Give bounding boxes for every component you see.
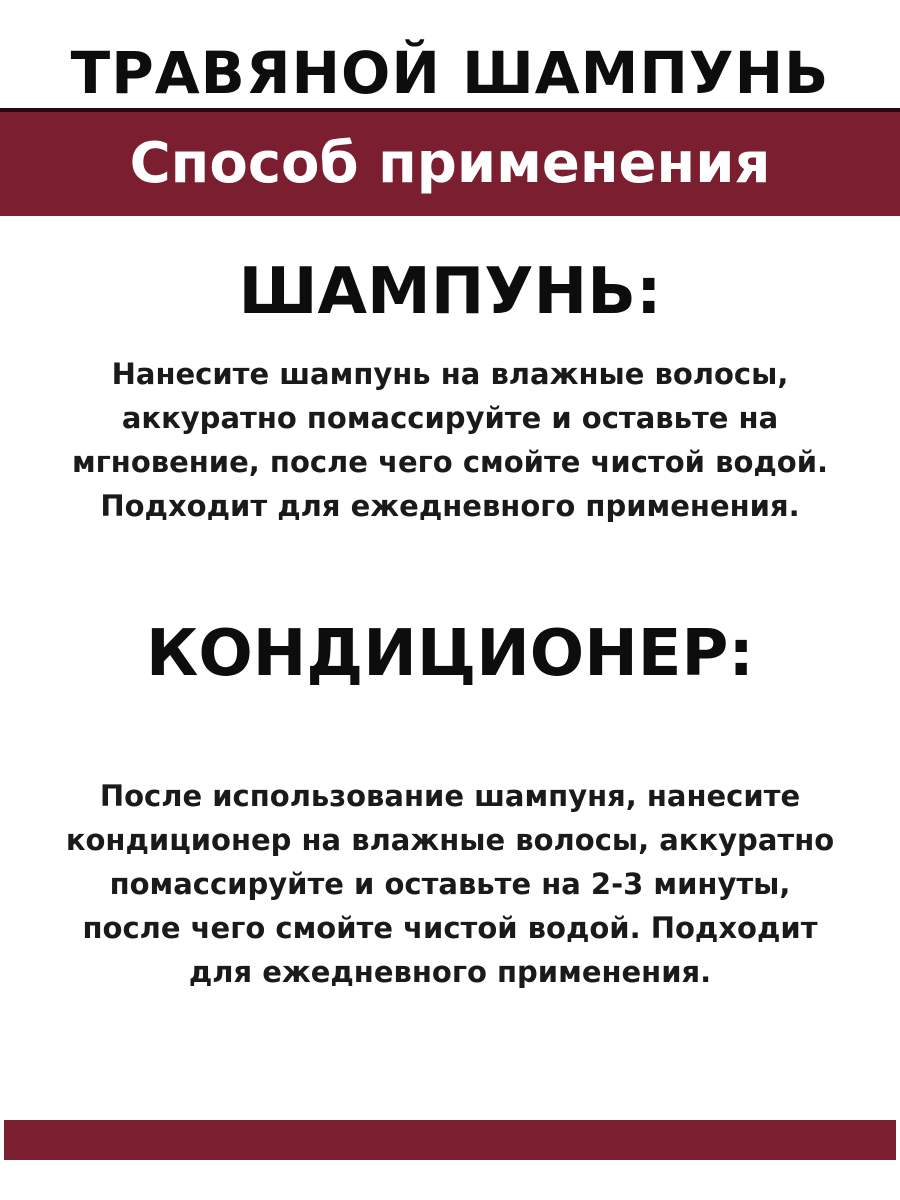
shampoo-instruction-line: Нанесите шампунь на влажные волосы, [111,357,789,391]
shampoo-heading: ШАМПУНЬ: [238,255,662,329]
conditioner-instruction-line: после чего смойте чистой водой. Подходит [82,911,818,945]
conditioner-instruction-line: После использование шампуня, нанесите [99,779,801,813]
product-title: ТРАВЯНОЙ ШАМПУНЬ [70,39,830,107]
conditioner-instruction-line: помассируйте и оставьте на 2-3 минуты, [109,867,791,901]
usage-banner-text: Способ применения [129,131,771,196]
bottom-accent-bar [4,1120,896,1160]
shampoo-instruction-line: мгновение, после чего смойте чистой водой. [71,445,829,479]
shampoo-instruction-line: аккуратно помассируйте и оставьте на [121,401,779,435]
shampoo-instruction-line: Подходит для ежедневного применения. [100,489,800,523]
conditioner-instruction-line: кондиционер на влажные волосы, аккуратно [65,823,835,857]
conditioner-heading: КОНДИЦИОНЕР: [146,617,754,691]
conditioner-instructions [60,774,840,994]
shampoo-instructions [60,352,840,528]
usage-banner [0,108,900,216]
conditioner-instruction-line: для ежедневного применения. [188,955,712,989]
